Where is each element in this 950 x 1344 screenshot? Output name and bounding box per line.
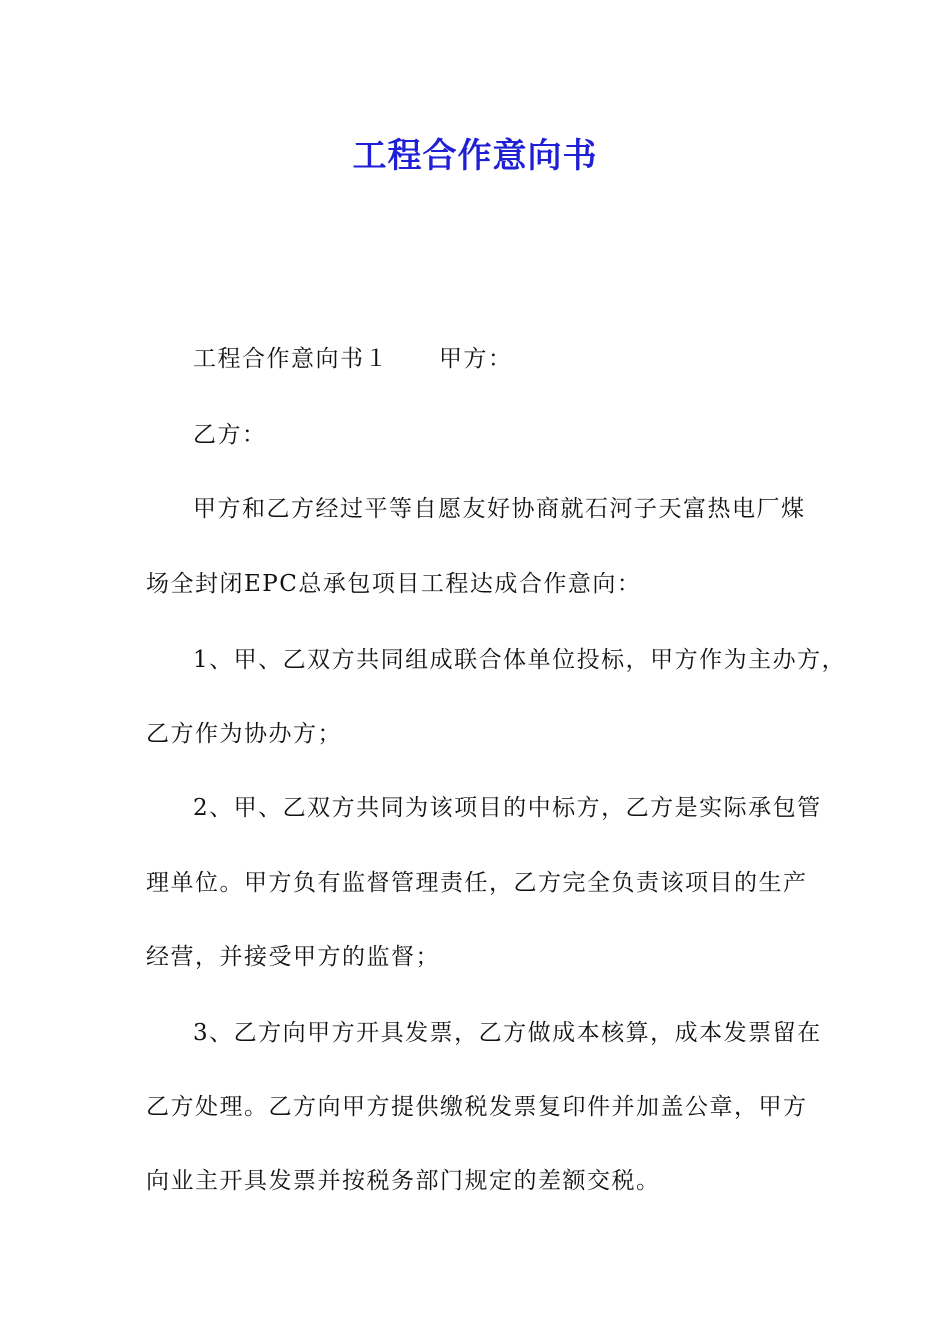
clause-3-line-2: 乙方处理。乙方向甲方提供缴税发票复印件并加盖公章，甲方 [146, 1094, 808, 1120]
clause-1-line-2: 乙方作为协办方； [146, 721, 342, 747]
header-line [193, 344, 513, 374]
party-b-label: 乙方： [193, 422, 267, 448]
intro-line-1: 甲方和乙方经过平等自愿友好协商就石河子天富热电厂煤 [193, 496, 806, 522]
document-title: 工程合作意向书 [352, 136, 598, 176]
party-a-label: 甲方： [439, 346, 513, 372]
clause-2-line-2: 理单位。甲方负有监督管理责任，乙方完全负责该项目的生产 [146, 870, 808, 896]
clause-3-line-3: 向业主开具发票并按税务部门规定的差额交税。 [146, 1168, 661, 1194]
intro-line-2: 场全封闭EPC总承包项目工程达成合作意向： [146, 571, 642, 597]
clause-2-line-3: 经营，并接受甲方的监督； [146, 944, 440, 970]
clause-2-line-1: 2、甲、乙双方共同为该项目的中标方，乙方是实际承包管 [193, 795, 822, 821]
clause-1-line-1: 1、甲、乙双方共同组成联合体单位投标，甲方作为主办方， [193, 647, 847, 673]
doc-label: 工程合作意向书１ [193, 346, 389, 372]
clause-3-line-1: 3、乙方向甲方开具发票，乙方做成本核算，成本发票留在 [193, 1020, 822, 1046]
